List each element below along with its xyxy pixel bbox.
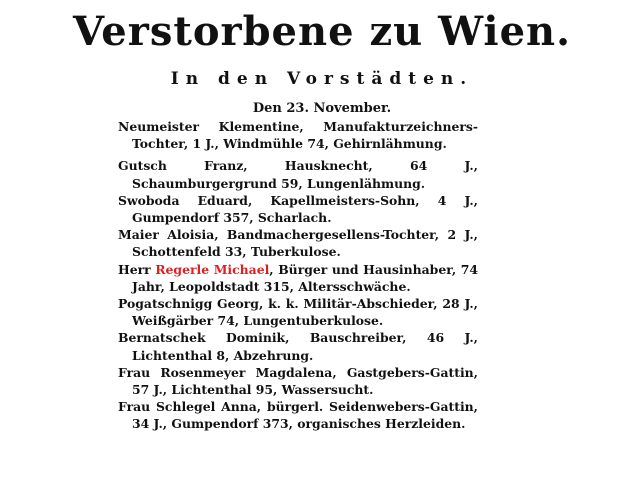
death-notice-entry (118, 295, 478, 329)
death-notice-entry (118, 398, 478, 432)
entry-text: Pogatschnigg Georg, k. k. Militär-Abschieder, 28 J., Weißgärber 74, Lungentuberkulose. (118, 296, 478, 329)
entry-text: Frau Rosenmeyer Magdalena, Gastgebers-Gattin, 57 J., Lichtenthal 95, Wassersucht. (118, 364, 478, 398)
death-notice-entry (118, 329, 478, 363)
death-notice-entry (118, 226, 478, 260)
page-title: Verstorbene zu Wien. (72, 8, 572, 55)
highlighted-name: Regerle Michael (155, 261, 270, 277)
entry-text: , Bürger und Hausinhaber, 74 Jahr, Leopoldstadt 315, Altersschwäche. (132, 261, 478, 294)
death-notice-entry (118, 364, 478, 398)
death-notice-entry (118, 157, 478, 191)
death-notice-list (118, 118, 478, 433)
entry-text: Gutsch Franz, Hausknecht, 64 J., Schaumburgergrund 59, Lungenlähmung. (118, 158, 478, 191)
entry-text: Swoboda Eduard, Kapellmeisters-Sohn, 4 J., Gumpendorf 357, Scharlach. (118, 192, 478, 226)
entry-text: Bernatschek Dominik, Bauschreiber, 46 J., Lichtenthal 8, Abzehrung. (118, 330, 478, 363)
entry-prefix: Herr (118, 261, 156, 277)
entry-text: Neumeister Klementine, Manufakturzeichners-Tochter, 1 J., Windmühle 74, Gehirnlähmung. (118, 119, 478, 152)
death-notice-entry (118, 261, 478, 295)
section-subtitle: In den Vorstädten. (170, 69, 474, 89)
entry-text: Frau Schlegel Anna, bürgerl. Seidenwebers-Gattin, 34 J., Gumpendorf 373, organisches Herzleiden. (118, 399, 478, 432)
entry-text: Maier Aloisia, Bandmachergesellens-Tochter, 2 J., Schottenfeld 33, Tuberkulose. (118, 227, 478, 260)
death-notice-entry (118, 192, 478, 226)
date-heading: Den 23. November. (252, 101, 392, 116)
death-notice-entry (118, 118, 478, 152)
